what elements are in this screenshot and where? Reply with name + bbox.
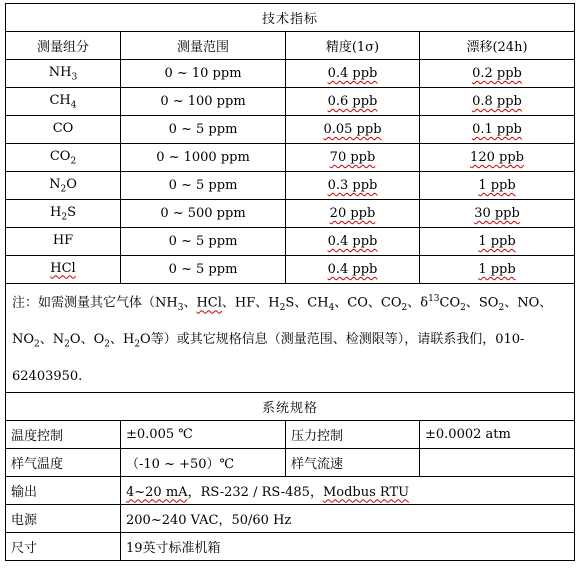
- drift-cell: 0.8 ppb: [420, 88, 575, 116]
- gas-cell: $CH_4$: [6, 88, 121, 116]
- sample-flow-value: [420, 448, 575, 476]
- drift-cell: 0.2 ppb: [420, 60, 575, 88]
- table-row: [6, 172, 575, 200]
- drift-cell: 30 ppb: [420, 200, 575, 228]
- range-cell: 0 ~ 500 ppm: [121, 200, 286, 228]
- gas-cell: HCl: [6, 256, 121, 284]
- col-header-range: 测量范围: [121, 32, 286, 60]
- range-cell: 0 ~ 5 ppm: [121, 116, 286, 144]
- range-cell: 0 ~ 1000 ppm: [121, 144, 286, 172]
- pressure-control-label: 压力控制: [286, 420, 420, 448]
- table-row: [6, 256, 575, 284]
- drift-cell: 1 ppb: [420, 172, 575, 200]
- col-header-gas: 测量组分: [6, 32, 121, 60]
- precision-cell: 0.4 ppb: [286, 256, 420, 284]
- precision-cell: 0.4 ppb: [286, 60, 420, 88]
- size-label: 尺寸: [6, 532, 121, 560]
- temp-control-value: ±0.005 ℃: [121, 420, 286, 448]
- col-header-precision: 精度(1σ): [286, 32, 420, 60]
- precision-cell: 0.3 ppb: [286, 172, 420, 200]
- table-row: [6, 88, 575, 116]
- power-label: 电源: [6, 504, 121, 532]
- sample-flow-label: 样气流速: [286, 448, 420, 476]
- drift-cell: 0.1 ppb: [420, 116, 575, 144]
- precision-cell: 0.05 ppb: [286, 116, 420, 144]
- precision-cell: 0.4 ppb: [286, 228, 420, 256]
- gas-cell: $N_2O$: [6, 172, 121, 200]
- table-row: [6, 200, 575, 228]
- spec-note: 注：如需测量其它气体（$NH_3$、HCl、HF、$H_2S$、$CH_4$、CO、$CO_2$、$\delta^{13}CO_2$、$SO_2$、NO、$NO_2$、$N_2O$、$O_2$、$H_2O$等）或其它规格信息（测量范围、检测限等），请联系我们，010-62403950.: [6, 284, 575, 393]
- gas-cell: HF: [6, 228, 121, 256]
- precision-cell: 0.6 ppb: [286, 88, 420, 116]
- range-cell: 0 ~ 100 ppm: [121, 88, 286, 116]
- output-label: 输出: [6, 476, 121, 504]
- drift-cell: 120 ppb: [420, 144, 575, 172]
- gas-cell: CO: [6, 116, 121, 144]
- size-value: 19英寸标准机箱: [121, 532, 575, 560]
- spec-title: 技术指标: [6, 4, 575, 32]
- table-row: [6, 60, 575, 88]
- drift-cell: 1 ppb: [420, 256, 575, 284]
- spec-table: [5, 3, 575, 561]
- sample-temp-label: 样气温度: [6, 448, 121, 476]
- range-cell: 0 ~ 10 ppm: [121, 60, 286, 88]
- system-title: 系统规格: [6, 392, 575, 420]
- precision-cell: 70 ppb: [286, 144, 420, 172]
- range-cell: 0 ~ 5 ppm: [121, 256, 286, 284]
- sample-temp-value: （-10 ~ +50）℃: [121, 448, 286, 476]
- output-value: 4~20 mA，RS-232 / RS-485，Modbus RTU: [121, 476, 575, 504]
- table-row: [6, 228, 575, 256]
- gas-cell: $NH_3$: [6, 60, 121, 88]
- precision-cell: 20 ppb: [286, 200, 420, 228]
- range-cell: 0 ~ 5 ppm: [121, 172, 286, 200]
- gas-cell: $CO_2$: [6, 144, 121, 172]
- range-cell: 0 ~ 5 ppm: [121, 228, 286, 256]
- table-row: [6, 116, 575, 144]
- col-header-drift: 漂移(24h): [420, 32, 575, 60]
- pressure-control-value: ±0.0002 atm: [420, 420, 575, 448]
- gas-cell: $H_2S$: [6, 200, 121, 228]
- temp-control-label: 温度控制: [6, 420, 121, 448]
- table-row: [6, 144, 575, 172]
- power-value: 200~240 VAC，50/60 Hz: [121, 504, 575, 532]
- drift-cell: 1 ppb: [420, 228, 575, 256]
